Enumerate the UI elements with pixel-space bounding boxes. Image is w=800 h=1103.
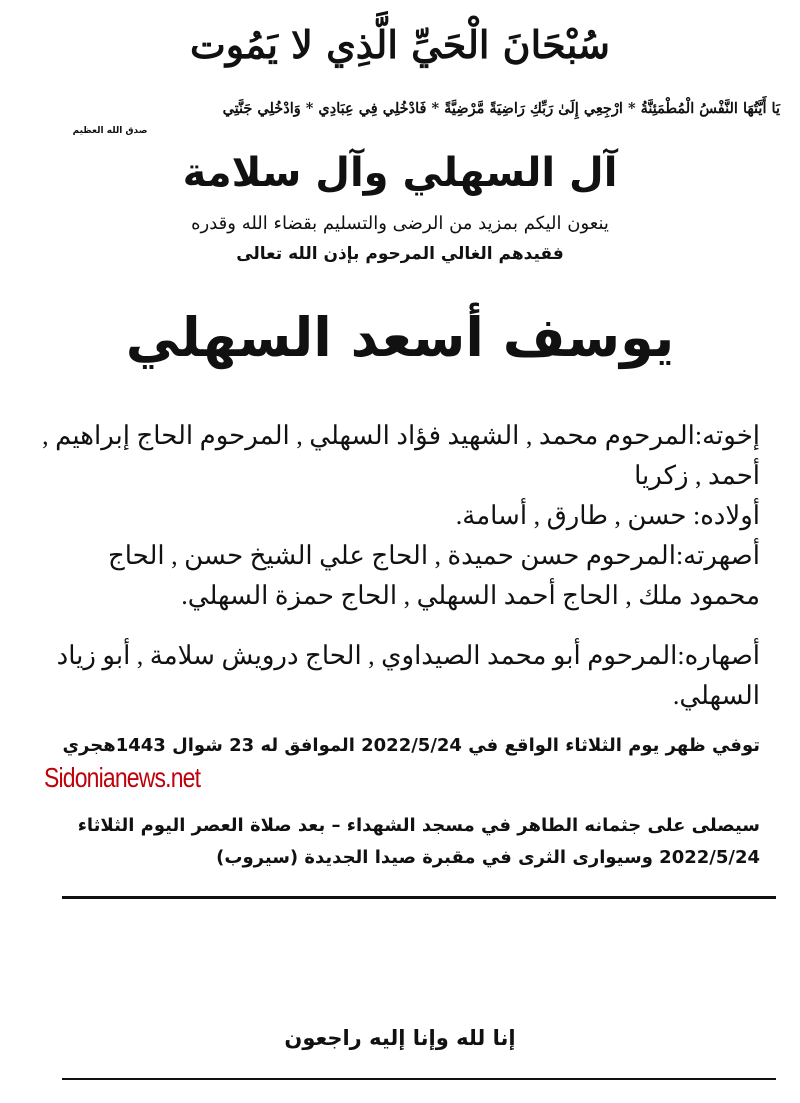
deceased-name: يوسف أسعد السهلي	[125, 306, 675, 369]
site-watermark: Sidonianews.net	[44, 762, 201, 793]
header-title: سُبْحَانَ الْحَيِّ الَّذِي لا يَمُوت	[189, 22, 611, 67]
divider-top	[62, 896, 776, 899]
family-title: آل السهلي وآل سلامة	[182, 150, 618, 196]
siblings-text: إخوته:المرحوم محمد , الشهيد فؤاد السهلي , المرحوم الحاج إبراهيم , أحمد , زكريا	[42, 421, 760, 490]
in-laws-text: أصهرته:المرحوم حسن حميدة , الحاج علي الشيخ حسن , الحاج محمود ملك , الحاج أحمد السهلي , الحاج حمزة السهلي.	[107, 541, 760, 610]
closing-phrase: إنا لله وإنا إليه راجعون	[284, 1026, 516, 1050]
children-text: أولاده: حسن , طارق , أسامة.	[455, 501, 760, 530]
verse-source: صدق الله العظيم	[72, 126, 148, 136]
quran-verse: يَا أَيَّتُهَا النَّفْسُ الْمُطْمَئِنَّةُ * ارْجِعِي إِلَىٰ رَبِّكِ رَاضِيَةً مَّرْضِيَّةً * فَادْخُلِي فِي عِبَادِي * وَادْخُلِي جَنَّتِي	[222, 100, 780, 117]
funeral-details-text: سيصلى على جثمانه الطاهر في مسجد الشهداء – بعد صلاة العصر اليوم الثلاثاء 2022/5/24 وسيوارى الثرى في مقبرة صيدا الجديدة (سيروب)	[77, 815, 760, 868]
announcement-line: ينعون اليكم بمزيد من الرضى والتسليم بقضاء الله وقدره	[191, 213, 609, 234]
relatives-by-marriage-text: أصهاره:المرحوم أبو محمد الصيداوي , الحاج درويش سلامة , أبو زياد السهلي.	[56, 641, 760, 710]
divider-bottom	[62, 1078, 776, 1080]
deceased-intro: فقيدهم الغالي المرحوم بإذن الله تعالى	[236, 244, 564, 264]
death-date-text: توفي ظهر يوم الثلاثاء الواقع في 2022/5/24 الموافق له 23 شوال 1443هجري	[62, 735, 760, 756]
